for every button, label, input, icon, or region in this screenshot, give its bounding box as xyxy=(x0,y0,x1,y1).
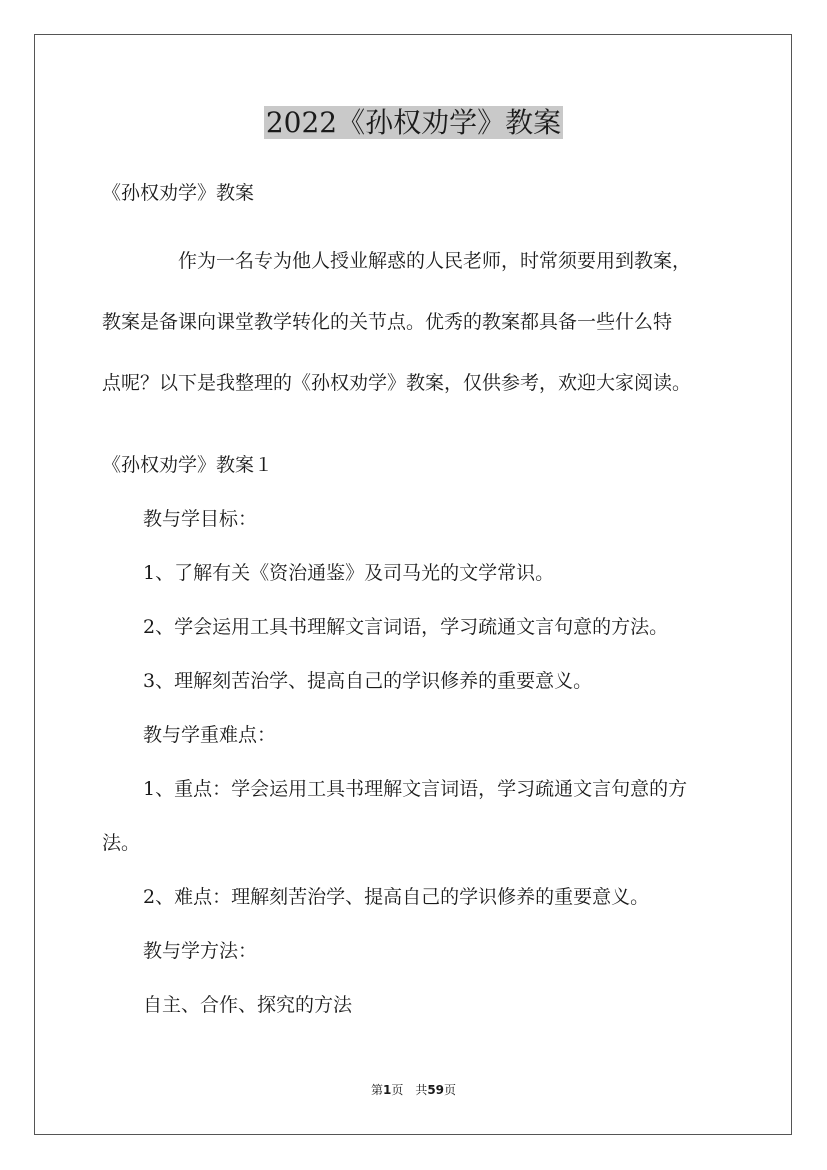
document-title xyxy=(0,104,827,142)
body-line-objectives-heading: 教与学目标： xyxy=(143,508,258,530)
body-line: 2、学会运用工具书理解文言词语，学习疏通文言句意的方法。 xyxy=(143,616,669,638)
intro-line: 教案是备课向课堂教学转化的关节点。优秀的教案都具备一些什么特 xyxy=(102,311,673,333)
body-line: 3、理解刻苦治学、提高自己的学识修养的重要意义。 xyxy=(143,670,593,692)
page-footer xyxy=(0,1082,827,1098)
body-line: 自主、合作、探究的方法 xyxy=(143,994,353,1016)
section-heading: 《孙权劝学》教案１ xyxy=(102,454,274,476)
footer-page-mid: 页 共 xyxy=(391,1083,428,1097)
body-line-continuation: 法。 xyxy=(102,832,141,854)
intro-line: 点呢？以下是我整理的《孙权劝学》教案，仅供参考，欢迎大家阅读。 xyxy=(102,372,692,394)
body-line: 1、重点：学会运用工具书理解文言词语，学习疏通文言句意的方 xyxy=(143,778,688,800)
footer-page-total: 59 xyxy=(427,1083,445,1097)
footer-page-number: 1 xyxy=(382,1083,392,1097)
footer-page-prefix: 第 xyxy=(370,1083,383,1097)
body-line: 1、了解有关《资治通鉴》及司马光的文学常识。 xyxy=(143,562,555,584)
body-line-difficulty-heading: 教与学重难点： xyxy=(143,724,277,746)
intro-paragraph xyxy=(102,231,742,414)
document-subtitle: 《孙权劝学》教案 xyxy=(102,182,255,204)
body-line-method-heading: 教与学方法： xyxy=(143,940,258,962)
body-line: 2、难点：理解刻苦治学、提高自己的学识修养的重要意义。 xyxy=(143,886,650,908)
intro-line: 作为一名专为他人授业解惑的人民老师，时常须要用到教案， xyxy=(102,250,692,272)
footer-page-suffix: 页 xyxy=(444,1083,457,1097)
document-title-text: 2022《孙权劝学》教案 xyxy=(265,106,562,139)
